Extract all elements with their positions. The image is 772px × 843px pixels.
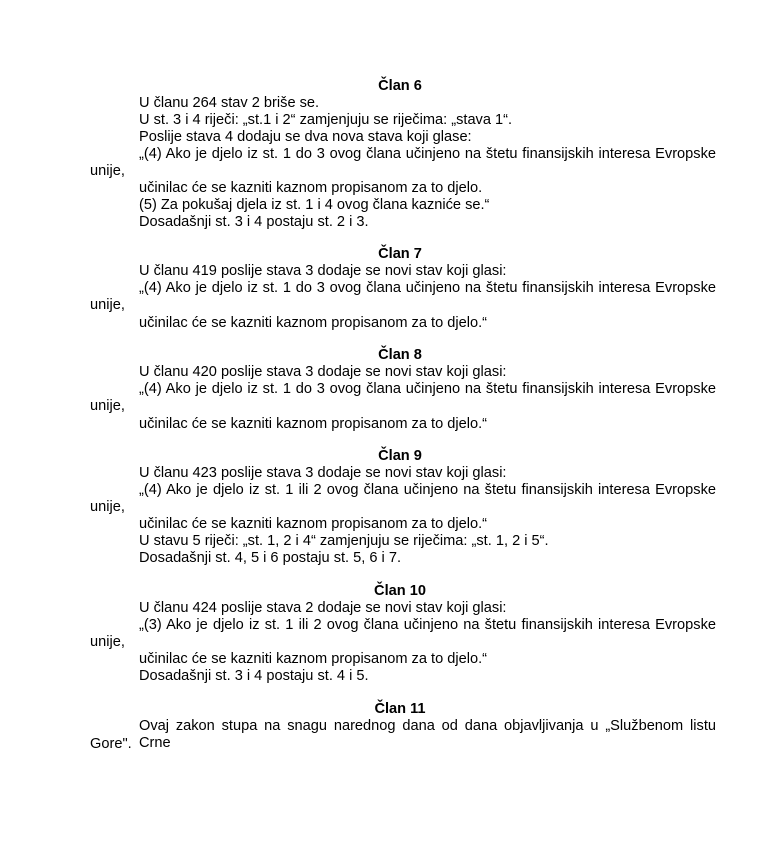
- article-line-wrap: unije,: [90, 163, 125, 179]
- article-line: U članu 264 stav 2 briše se.: [139, 95, 320, 111]
- article-line: učinilac će se kazniti kaznom propisanom za to djelo.“: [139, 651, 487, 667]
- article-line: U članu 419 poslije stava 3 dodaje se novi stav koji glasi:: [139, 263, 507, 279]
- article-line: U st. 3 i 4 riječi: „st.1 i 2“ zamjenjuju se riječima: „stava 1“.: [139, 112, 513, 128]
- article-line: U članu 424 poslije stava 2 dodaje se novi stav koji glasi:: [139, 600, 507, 616]
- article-line: učinilac će se kazniti kaznom propisanom za to djelo.“: [139, 315, 487, 331]
- article-heading: Član 9: [378, 448, 422, 464]
- article-line: (5) Za pokušaj djela iz st. 1 i 4 ovog člana kazniće se.“: [139, 197, 490, 213]
- article-heading: Član 7: [378, 246, 422, 262]
- article-line: učinilac će se kazniti kaznom propisanom za to djelo.“: [139, 416, 487, 432]
- article-line-wrap: unije,: [90, 398, 125, 414]
- article-line: U stavu 5 riječi: „st. 1, 2 i 4“ zamjenjuju se riječima: „st. 1, 2 i 5“.: [139, 533, 549, 549]
- article-line: Dosadašnji st. 3 i 4 postaju st. 2 i 3.: [139, 214, 369, 230]
- article-line-wrap: unije,: [90, 297, 125, 313]
- article-line-wrap: unije,: [90, 499, 125, 515]
- article-line: „(4) Ako je djelo iz st. 1 do 3 ovog člana učinjeno na štetu finansijskih interesa Evropske: [139, 280, 716, 296]
- article-line: Poslije stava 4 dodaju se dva nova stava koji glase:: [139, 129, 472, 145]
- article-line: učinilac će se kazniti kaznom propisanom za to djelo.: [139, 180, 483, 196]
- article-line: „(4) Ako je djelo iz st. 1 do 3 ovog člana učinjeno na štetu finansijskih interesa Evropske: [139, 146, 716, 162]
- article-line: Dosadašnji st. 3 i 4 postaju st. 4 i 5.: [139, 668, 369, 684]
- article-line: „(4) Ako je djelo iz st. 1 do 3 ovog člana učinjeno na štetu finansijskih interesa Evropske: [139, 381, 716, 397]
- article-heading: Član 11: [374, 701, 426, 717]
- article-line-wrap: Gore".: [90, 736, 132, 752]
- article-heading: Član 8: [378, 347, 422, 363]
- article-line: U članu 420 poslije stava 3 dodaje se novi stav koji glasi:: [139, 364, 507, 380]
- article-line: učinilac će se kazniti kaznom propisanom za to djelo.“: [139, 516, 487, 532]
- article-line: „(3) Ako je djelo iz st. 1 ili 2 ovog člana učinjeno na štetu finansijskih interesa Evropske: [139, 617, 716, 633]
- article-line: Ovaj zakon stupa na snagu narednog dana od dana objavljivanja u „Službenom listu Crne: [139, 718, 716, 751]
- article-heading: Član 10: [374, 583, 426, 599]
- article-line: Dosadašnji st. 4, 5 i 6 postaju st. 5, 6 i 7.: [139, 550, 402, 566]
- article-line: „(4) Ako je djelo iz st. 1 ili 2 ovog člana učinjeno na štetu finansijskih interesa Evropske: [139, 482, 716, 498]
- article-line: U članu 423 poslije stava 3 dodaje se novi stav koji glasi:: [139, 465, 507, 481]
- article-line-wrap: unije,: [90, 634, 125, 650]
- article-heading: Član 6: [378, 78, 422, 94]
